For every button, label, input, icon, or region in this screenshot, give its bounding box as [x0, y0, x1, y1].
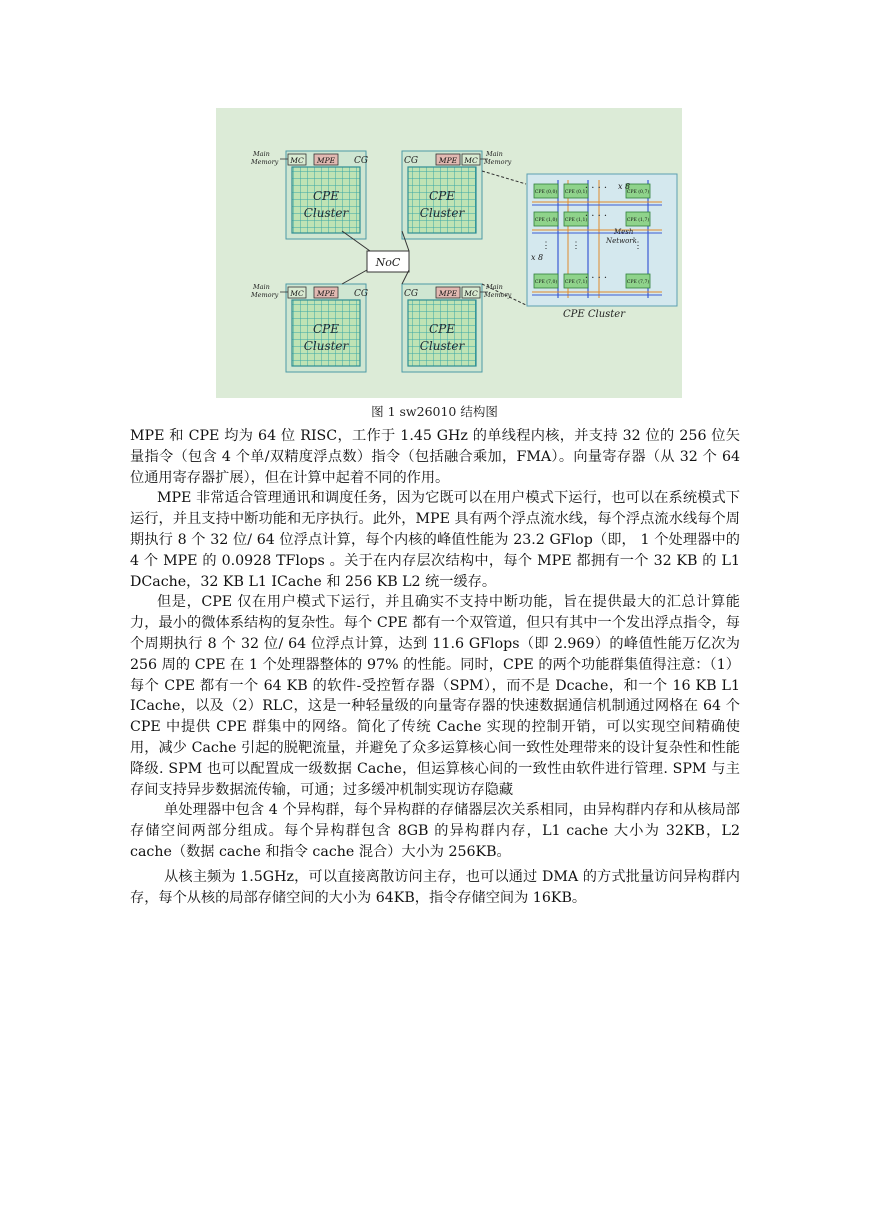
cpe-label: CPE [312, 322, 340, 336]
cpe-node-label: CPE (1,0) [534, 218, 558, 223]
cpe-cluster-detail [527, 174, 677, 320]
main-memory-label: Main [486, 283, 503, 291]
mc-label: MC [464, 156, 478, 165]
mesh-label: Mesh [614, 228, 634, 236]
svg-text:⋮: ⋮ [633, 241, 643, 251]
mc-label: MC [290, 289, 304, 298]
cg-label: CG [404, 156, 419, 166]
main-memory-label: Main [486, 150, 503, 158]
x8-left-label: x 8 [531, 253, 544, 262]
cpe-node-label: CPE (0,0) [534, 190, 558, 195]
mc-label: MC [464, 289, 478, 298]
svg-text:⋮: ⋮ [571, 241, 581, 251]
cpe-node [626, 274, 650, 288]
cpe-node [534, 184, 558, 198]
architecture-figure [216, 108, 682, 398]
document-body [130, 426, 740, 908]
cpe-cluster-title: CPE Cluster [563, 309, 625, 320]
paragraph: 单处理器中包含 4 个异构群，每个异构群的存储器层次关系相同，由异构群内存和从核局部存储空间两部分组成。每个异构群包含 8GB 的异构群内存，L1 cache 大小为 32KB，L2 cache（数据 cache 和指令 cache 混合）大小为 256KB。 [130, 802, 740, 860]
cpe-node-label: CPE (7,0) [534, 280, 558, 285]
noc-box [367, 251, 409, 272]
cg-label: CG [404, 289, 419, 299]
cpe-label: CPE [428, 189, 456, 203]
main-memory-label: Memory [251, 158, 279, 166]
svg-text:⋮: ⋮ [541, 241, 551, 251]
cpe-label: CPE [428, 322, 456, 336]
network-label: Network [606, 237, 637, 245]
figure-caption: 图 1 sw26010 结构图 [371, 404, 498, 419]
main-memory-label: Memory [251, 291, 279, 299]
cluster-label: Cluster [419, 339, 465, 353]
cpe-node [534, 212, 558, 226]
cluster-label: Cluster [303, 206, 349, 220]
paragraph: MPE 和 CPE 均为 64 位 RISC，工作于 1.45 GHz 的单线程内核，并支持 32 位的 256 位矢量指令（包含 4 个单/双精度浮点数）指令（包括融合乘加，FMA）。向量寄存器（从 32 个 64 位通用寄存器扩展），但在计算中起着不同的作用。 [130, 428, 740, 486]
cg-label: CG [354, 156, 369, 166]
cpe-node-label: CPE (1,1) [564, 218, 588, 223]
noc-label: NoC [375, 256, 401, 269]
cpe-node-label: CPE (7,7) [626, 280, 650, 285]
svg-text:· · · ·: · · · · [584, 183, 608, 194]
cpe-node [534, 274, 558, 288]
mpe-label: MPE [438, 156, 458, 165]
paragraph: 但是，CPE 仅在用户模式下运行，并且确实不支持中断功能，旨在提供最大的汇总计算能力，最小的微体系结构的复杂性。每个 CPE 都有一个双管道，但只有其中一个发出浮点指令，每个周期执行 8 个 32 位/ 64 位浮点计算，达到 11.6 GFlops（即 2.969）的峰值性能万亿次为 256 周的 CPE 在 1 个处理器整体的 97% 的性能。同时，CPE 的两个功能群集值得注意：（1）每个 CPE 都有一个 64 KB 的软件-受控暂存器（SPM），而不是 Dcache，和一个 16 KB L1 ICache，以及（2）RLC，这是一种轻量级的向量寄存器的快速数据通信机制通过网格在 64 个 CPE 中提供 CPE 群集中的网络。简化了传统 Cache 实现的控制开销，可以实现空间精确使用，减少 Cache 引起的脱靶流量，并避免了众多运算核心间一致性处理带来的设计复杂性和性能降级. SPM 也可以配置成一级数据 Cache，但运算核心间的一致性由软件进行管理. SPM 与主存间支持异步数据流传输，可通；过多缓冲机制实现访存隐藏 [130, 594, 740, 798]
mpe-label: MPE [316, 289, 336, 298]
mpe-label: MPE [438, 289, 458, 298]
cpe-node-label: CPE (0,1) [564, 190, 588, 195]
x8-top-label: x 8 [618, 182, 631, 191]
cpe-node [626, 212, 650, 226]
svg-text:· · · ·: · · · · [584, 273, 608, 284]
paragraph: MPE 非常适合管理通讯和调度任务，因为它既可以在用户模式下运行，也可以在系统模式下运行，并且支持中断功能和无序执行。此外，MPE 具有两个浮点流水线，每个浮点流水线每个周期执行 8 个 32 位/ 64 位浮点计算，每个内核的峰值性能为 23.2 GFlop（即， 1 个处理器中的 4 个 MPE 的 0.0928 TFlops 。关于在内存层次结构中，每个 MPE 都拥有一个 32 KB 的 L1 DCache，32 KB L1 ICache 和 256 KB L2 统一缓存。 [130, 490, 740, 590]
paragraph: 从核主频为 1.5GHz，可以直接离散访问主存，也可以通过 DMA 的方式批量访问异构群内存，每个从核的局部存储空间的大小为 64KB，指令存储空间为 16KB。 [130, 868, 740, 906]
main-memory-label: Main [253, 150, 270, 158]
main-memory-label: Memory [484, 291, 512, 299]
cpe-node-label: CPE (1,7) [626, 218, 650, 223]
main-memory-label: Memory [484, 158, 512, 166]
main-memory-label: Main [253, 283, 270, 291]
cpe-node-label: CPE (0,7) [626, 190, 650, 195]
cg-label: CG [354, 289, 369, 299]
cluster-label: Cluster [303, 339, 349, 353]
cluster-label: Cluster [419, 206, 465, 220]
svg-text:· · · ·: · · · · [584, 211, 608, 222]
cpe-node-label: CPE (7,1) [564, 280, 588, 285]
cpe-label: CPE [312, 189, 340, 203]
mpe-label: MPE [316, 156, 336, 165]
sw26010-diagram [216, 108, 682, 398]
mc-label: MC [290, 156, 304, 165]
